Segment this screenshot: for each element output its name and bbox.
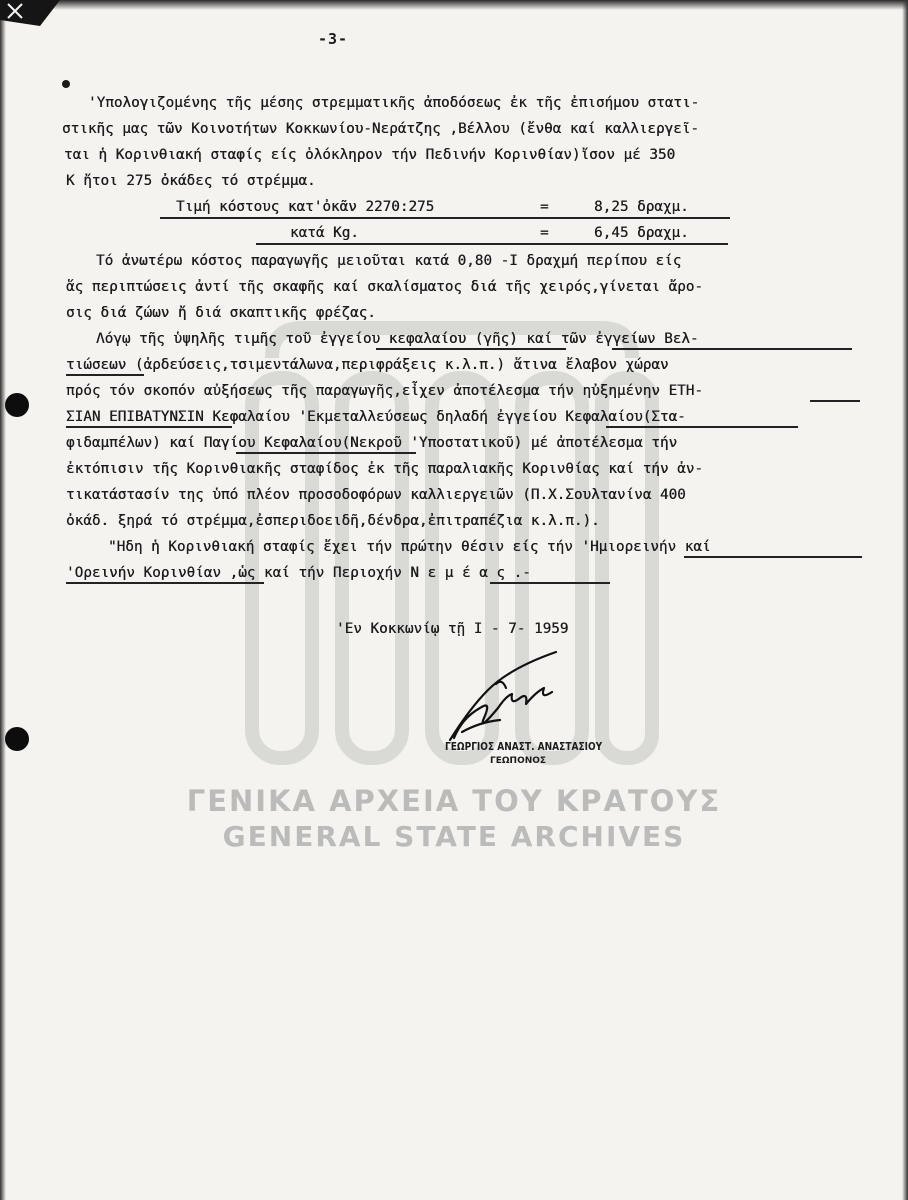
punch-hole-bottom: [5, 727, 29, 751]
scan-edge-left: [0, 0, 6, 1200]
emphasis-underline: [376, 348, 566, 350]
cost-row-eq: =: [540, 199, 549, 215]
punch-hole-top: [5, 393, 29, 417]
scan-edge-right: [902, 0, 908, 1200]
text-line: ἐκτόπισιν τῆς Κορινθιακῆς σταφίδος ἐκ τῆς παραλιακῆς Κορινθίας καί τήν ἀν-: [66, 461, 703, 477]
text-line: 'Υπολογιζομένης τῆς μέσης στρεμματικῆς ἀποδόσεως ἐκ τῆς ἐπισήμου στατι-: [88, 95, 700, 111]
text-line: σις διά ζώων ἤ διά σκαπτικῆς φρέζας.: [66, 305, 376, 321]
emphasis-underline: [490, 582, 610, 584]
date-line: 'Εν Κοκκωνίῳ τῇ Ι - 7- 1959: [336, 621, 569, 637]
text-line: 'Ορεινήν Κορινθίαν ,ὡς καί τήν Περιοχήν Ν ε μ έ α ς .-: [66, 565, 531, 581]
text-line: στικῆς μας τῶν Κοινοτήτων Κοκκωνίου-Νεράτζης ,Βέλλου (ἔνθα καί καλλιεργεῖ-: [62, 121, 699, 137]
cost-row-value: 6,45 δραχμ.: [594, 225, 689, 241]
emphasis-underline: [684, 556, 862, 558]
text-line: φιδαμπέλων) καί Παγίου Κεφαλαίου(Νεκροῦ 'Υποστατικοῦ) μέ ἀποτέλεσμα τήν: [66, 435, 678, 451]
emphasis-underline: [66, 582, 264, 584]
signatory-name: ΓΕΩΡΓΙΟΣ ΑΝΑΣΤ. ΑΝΑΣΤΑΣΙΟΥ: [445, 740, 603, 753]
watermark-english: GENERAL STATE ARCHIVES: [222, 820, 686, 853]
cost-row-eq: =: [540, 225, 549, 241]
cost-row-label: κατά Κg.: [290, 225, 359, 241]
text-line: Τό ἀνωτέρω κόστος παραγωγῆς μειοῦται κατά 0,80 -Ι δραχμή περίπου είς: [96, 253, 682, 269]
cost-row-rule: [256, 243, 728, 245]
cost-row-value: 8,25 δραχμ.: [594, 199, 689, 215]
emphasis-underline: [66, 426, 232, 428]
emphasis-underline: [66, 374, 144, 376]
emphasis-underline: [606, 426, 798, 428]
emphasis-underline: [612, 348, 852, 350]
handwritten-signature: [440, 648, 570, 748]
text-line: Λόγῳ τῆς ὑψηλῆς τιμῆς τοῦ ἐγγείου κεφαλαίου (γῆς) καί τῶν ἐγγείων Βελ-: [96, 331, 699, 347]
ink-dot: [62, 80, 70, 88]
page-number: -3-: [318, 30, 349, 48]
text-line: τιώσεων (ἀρδεύσεις,τσιμεντάλωνα,περιφράξεις κ.λ.π.) ἅτινα ἔλαβον χώραν: [66, 357, 669, 373]
cost-row-label: Τιμή κόστους κατ'ὀκᾶν 2270:275: [176, 199, 435, 215]
text-line: πρός τόν σκοπόν αὐξήσεως τῆς παραγωγῆς,εἶχεν ἀποτέλεσμα τήν ηὐξημένην ΕΤΗ-: [66, 383, 703, 399]
signatory-title: ΓΕΩΠΟΝΟΣ: [490, 756, 547, 766]
text-line: ὀκάδ. ξηρά τό στρέμμα,ἐσπεριδοειδῆ,δένδρα,ἐπιτραπέζια κ.λ.π.).: [66, 513, 600, 529]
text-line: "Ηδη ἡ Κορινθιακή σταφίς ἔχει τήν πρώτην θέσιν είς τήν 'Ημιορεινήν καί: [108, 539, 711, 555]
emphasis-underline: [810, 400, 860, 402]
watermark-greek: ΓΕΝΙΚΑ ΑΡΧΕΙΑ ΤΟΥ ΚΡΑΤΟΥΣ: [186, 784, 722, 818]
emphasis-underline: [236, 452, 416, 454]
text-line: ται ἡ Κορινθιακή σταφίς είς ὁλόκληρον τήν Πεδινήν Κορινθίαν)ἴσον μέ 350: [64, 147, 676, 163]
text-line: Κ ἤτοι 275 ὀκάδες τό στρέμμα.: [66, 173, 316, 189]
text-line: ἅς περιπτώσεις ἀντί τῆς σκαφῆς καί σκαλίσματος διά τῆς χειρός,γίνεται ἄρο-: [66, 279, 703, 295]
text-line: ΣΙΑΝ ΕΠΙΒΑΤΥΝΣΙΝ Κεφαλαίου 'Εκμεταλλεύσεως δηλαδή ἐγγείου Κεφαλαίου(Στα-: [66, 409, 686, 425]
cost-row-rule: [160, 217, 730, 219]
text-line: τικατάστασίν της ὑπό πλέον προσοδοφόρων καλλιεργειῶν (Π.Χ.Σουλτανίνα 400: [66, 487, 686, 503]
scan-edge-top: [0, 0, 908, 10]
corner-crop-mark: [0, 0, 60, 26]
